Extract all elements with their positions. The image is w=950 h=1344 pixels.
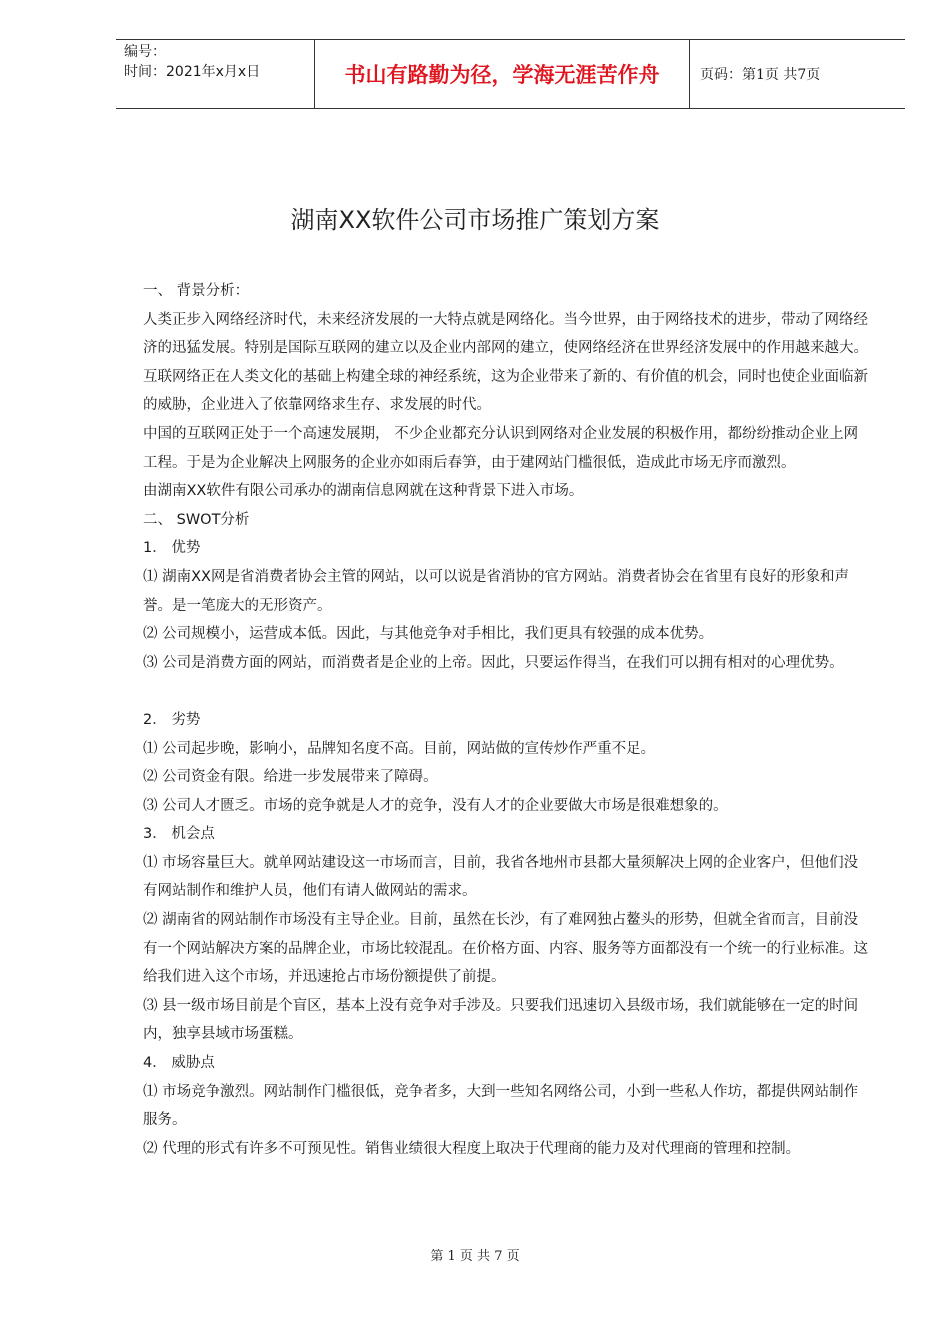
subsection-heading: 2． 劣势: [143, 711, 201, 728]
list-item: ⑶ 公司是消费方面的网站，而消费者是企业的上帝。因此，只要运作得当，在我们可以拥有相对的心理优势。: [143, 654, 844, 671]
document-number: 编号：: [124, 44, 166, 60]
document-body: [143, 277, 869, 1163]
document-date: 时间：2021年x月x日: [124, 64, 261, 80]
subsection-heading: 4． 威胁点: [143, 1055, 215, 1072]
subsection-heading: 3． 机会点: [143, 826, 215, 843]
page-footer: 第 1 页 共 7 页: [430, 1249, 520, 1264]
blank-line: [143, 677, 869, 706]
list-item: ⑶ 县一级市场目前是个盲区，基本上没有竞争对手涉及。只要我们迅速切入县级市场，我们就能够在一定的时间内，独享县域市场蛋糕。: [143, 997, 859, 1043]
header-page-info: 页码：第1页 共7页: [700, 67, 821, 83]
list-item: ⑵ 湖南省的网站制作市场没有主导企业。目前，虽然在长沙，有了难网独占鳌头的形势，但就全省而言，目前没有一个网站解决方案的品牌企业，市场比较混乱。在价格方面、内容、服务等方面都没有一个统一的行业标准。这给我们进入这个市场，并迅速抢占市场份额提供了前提。: [143, 912, 868, 986]
paragraph: 中国的互联网正处于一个高速发展期， 不少企业都充分认识到网络对企业发展的积极作用，都纷纷推动企业上网工程。于是为企业解决上网服务的企业亦如雨后春笋，由于建网站门槛很低，造成此市场无序而激烈。: [143, 425, 859, 471]
list-item: ⑵ 公司规模小，运营成本低。因此，与其他竞争对手相比，我们更具有较强的成本优势。: [143, 626, 714, 643]
paragraph: 人类正步入网络经济时代，未来经济发展的一大特点就是网络化。当今世界，由于网络技术的进步，带动了网络经济的迅猛发展。特别是国际互联网的建立以及企业内部网的建立，使网络经济在世界经济发展中的作用越来越大。互联网络正在人类文化的基础上构建全球的神经系统，这为企业带来了新的、有价值的机会，同时也使企业面临新的威胁，企业进入了依靠网络求生存、求发展的时代。: [143, 311, 868, 414]
header-table: [116, 39, 905, 109]
header-meta: [116, 40, 315, 108]
list-item: ⑵ 代理的形式有许多不可预见性。销售业绩很大程度上取决于代理商的能力及对代理商的管理和控制。: [143, 1140, 801, 1157]
list-item: ⑴ 市场容量巨大。就单网站建设这一市场而言，目前，我省各地州市县都大量须解决上网的企业客户，但他们没有网站制作和维护人员，他们有请人做网站的需求。: [143, 854, 859, 900]
document-title: 湖南XX软件公司市场推广策划方案: [290, 206, 660, 234]
list-item: ⑴ 市场竞争激烈。网站制作门槛很低，竞争者多，大到一些知名网络公司，小到一些私人作坊，都提供网站制作服务。: [143, 1083, 859, 1129]
list-item: ⑴ 公司起步晚，影响小，品牌知名度不高。目前，网站做的宣传炒作严重不足。: [143, 740, 656, 757]
paragraph: 由湖南XX软件有限公司承办的湖南信息网就在这种背景下进入市场。: [143, 483, 584, 500]
section-heading: 一、 背景分析：: [143, 283, 250, 299]
subsection-heading: 1． 优势: [143, 540, 201, 557]
list-item: ⑵ 公司资金有限。给进一步发展带来了障碍。: [143, 769, 438, 786]
list-item: ⑴ 湖南XX网是省消费者协会主管的网站，以可以说是省消协的官方网站。消费者协会在省里有良好的形象和声誉。是一笔庞大的无形资产。: [143, 568, 849, 614]
header-motto: 书山有路勤为径，学海无涯苦作舟: [315, 40, 690, 108]
section-heading: 二、 SWOT分析: [143, 511, 250, 528]
list-item: ⑶ 公司人才匮乏。市场的竞争就是人才的竞争，没有人才的企业要做大市场是很难想象的。: [143, 797, 728, 814]
